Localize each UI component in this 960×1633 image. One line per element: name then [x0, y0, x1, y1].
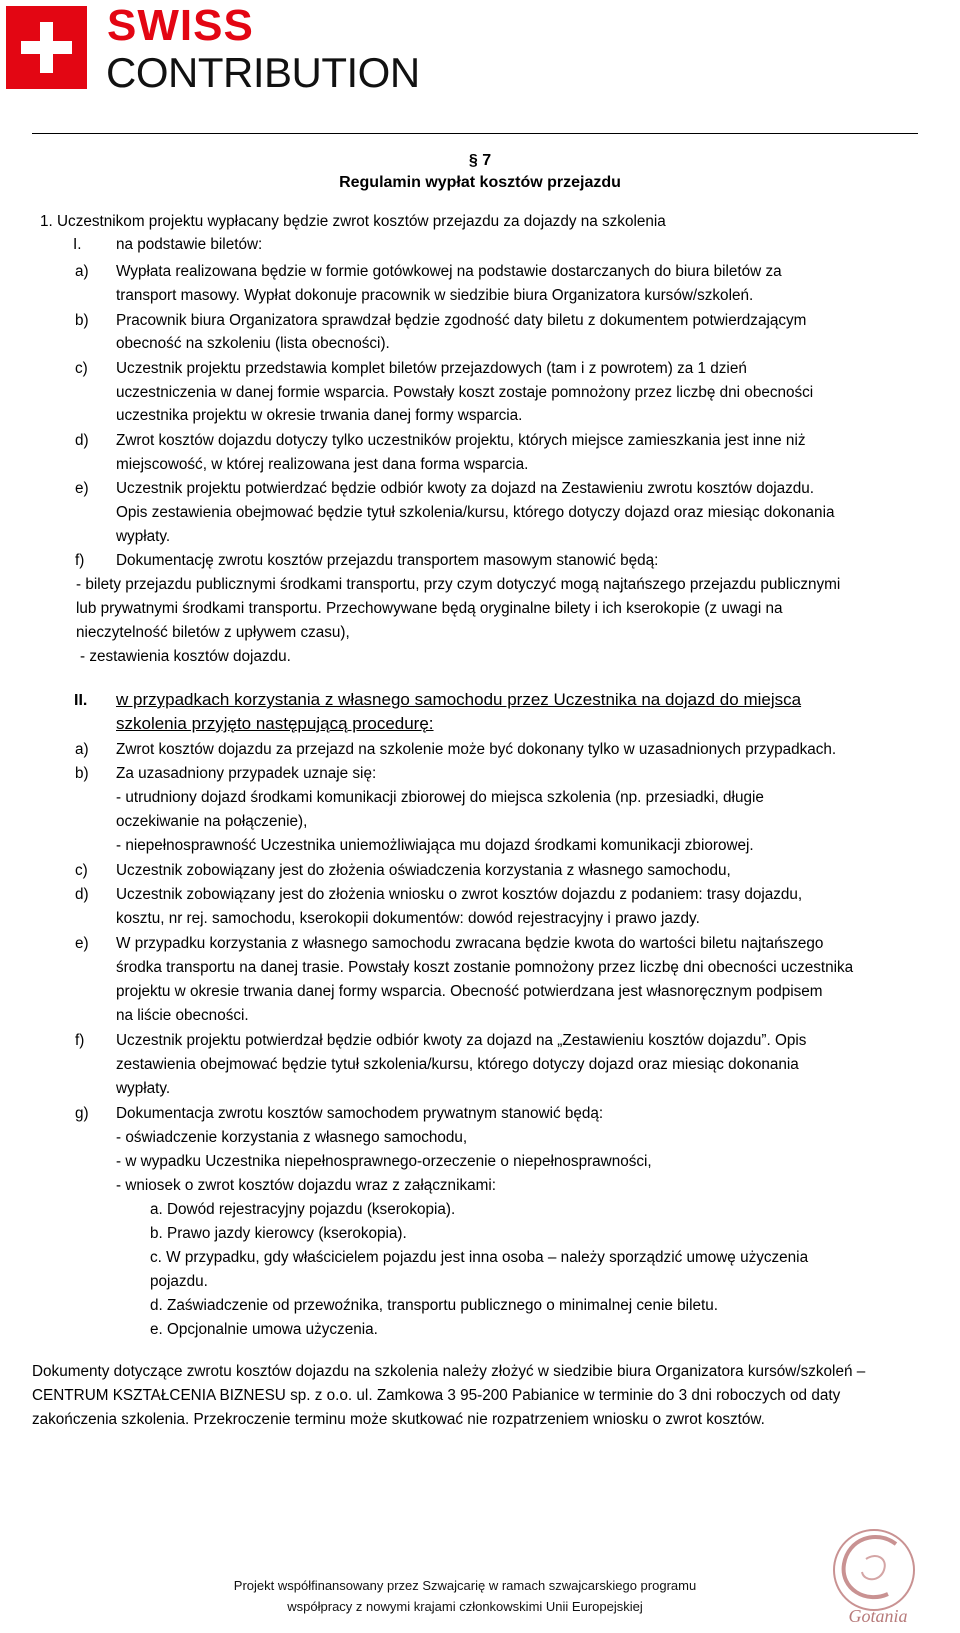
section-number: § 7	[468, 152, 492, 169]
item-label: e)	[75, 480, 89, 497]
item-label: b)	[75, 312, 89, 329]
logo-text-swiss: SWISS	[107, 1, 254, 50]
text-line: środka transportu na danej trasie. Powstały koszt zostanie pomnożony przez liczbę dni obecności uczestnika	[116, 959, 854, 976]
text-line: Zwrot kosztów dojazdu za przejazd na szkolenie może być dokonany tylko w uzasadnionych przypadkach.	[116, 741, 837, 758]
text-line: Uczestnik zobowiązany jest do złożenia wniosku o zwrot kosztów dojazdu z podaniem: trasy dojazdu,	[116, 886, 803, 903]
text-line: Uczestnik projektu potwierdzał będzie odbiór kwoty za dojazd na „Zestawieniu kosztów dojazdu”. Opis	[116, 1032, 807, 1049]
text-line: wypłaty.	[116, 1080, 171, 1097]
item-label: f)	[75, 552, 85, 569]
text-line: d. Zaświadczenie od przewoźnika, transportu publicznego o minimalnej cenie biletu.	[150, 1297, 718, 1314]
part-ii-title: w przypadkach korzystania z własnego samochodu przez Uczestnika na dojazd do miejsca	[116, 690, 802, 709]
text-line: Wypłata realizowana będzie w formie gotówkowej na podstawie dostarczanych do biura biletów za	[116, 263, 782, 280]
item-label: d)	[75, 432, 89, 449]
text-line: - wniosek o zwrot kosztów dojazdu wraz z załącznikami:	[116, 1177, 497, 1194]
text-line: a. Dowód rejestracyjny pojazdu (kserokopia).	[150, 1201, 456, 1218]
swiss-contribution-logo	[0, 0, 420, 100]
text-line: miejscowość, w której realizowana jest dana forma wsparcia.	[116, 456, 529, 473]
text-line: W przypadku korzystania z własnego samochodu zwracana będzie kwota do wartości biletu najtańszego	[116, 935, 824, 952]
gotania-logo	[826, 1524, 926, 1628]
text-line: Uczestnik projektu przedstawia komplet biletów przejazdowych (tam i z powrotem) za 1 dzień	[116, 360, 747, 377]
item-label: a)	[75, 741, 89, 758]
closing-text: CENTRUM KSZTAŁCENIA BIZNESU sp. z o.o. ul. Zamkowa 3 95-200 Pabianice w terminie do 3 dni roboczych od daty	[32, 1387, 841, 1404]
footer-line: współpracy z nowymi krajami członkowskimi Unii Europejskiej	[287, 1599, 643, 1614]
item-label: c)	[75, 862, 88, 879]
text-line: projektu w okresie trwania danej formy wsparcia. Obecność potwierdzana jest własnoręcznym podpisem	[116, 983, 823, 1000]
text-line: - w wypadku Uczestnika niepełnosprawnego-orzeczenie o niepełnosprawności,	[116, 1153, 652, 1170]
text-line: Za uzasadniony przypadek uznaje się:	[116, 765, 377, 782]
text-line: - bilety przejazdu publicznymi środkami transportu, przy czym dotyczyć mogą najtańszego przejazdu publicznymi	[76, 576, 841, 593]
text-line: - oświadczenie korzystania z własnego samochodu,	[116, 1129, 468, 1146]
text-line: - zestawienia kosztów dojazdu.	[80, 648, 291, 665]
paragraph-1: 1. Uczestnikom projektu wypłacany będzie zwrot kosztów przejazdu za dojazdy na szkolenia	[40, 213, 666, 230]
text-line: e. Opcjonalnie umowa użyczenia.	[150, 1321, 378, 1338]
swiss-flag-icon	[6, 6, 87, 89]
header-divider	[32, 133, 918, 134]
item-label: g)	[75, 1105, 89, 1122]
text-line: uczestniczenia w danej formie wsparcia. Powstały koszt zostaje pomnożony przez liczbę dni obecności	[116, 384, 814, 401]
text-line: uczestnika projektu w okresie trwania danej formy wsparcia.	[116, 407, 523, 424]
item-label: d)	[75, 886, 89, 903]
item-label: f)	[75, 1032, 85, 1049]
text-line: - utrudniony dojazd środkami komunikacji zbiorowej do miejsca szkolenia (np. przesiadki, długie	[116, 789, 764, 806]
text-line: na liście obecności.	[116, 1007, 249, 1024]
text-line: lub prywatnymi środkami transportu. Przechowywane będą oryginalne bilety i ich kserokopie (z uwagi na	[76, 600, 783, 617]
part-ii-title: szkolenia przyjęto następującą procedurę:	[116, 714, 434, 733]
text-line: wypłaty.	[116, 528, 171, 545]
text-line: transport masowy. Wypłat dokonuje pracownik w siedzibie biura Organizatora kursów/szkoleń.	[116, 287, 754, 304]
text-line: Uczestnik projektu potwierdzać będzie odbiór kwoty za dojazd na Zestawieniu zwrotu kosztów dojazdu.	[116, 480, 815, 497]
part-i-title: na podstawie biletów:	[116, 236, 263, 253]
text-line: Dokumentacja zwrotu kosztów samochodem prywatnym stanowić będą:	[116, 1105, 604, 1122]
part-i-number: I.	[73, 236, 82, 253]
text-line: Uczestnik zobowiązany jest do złożenia oświadczenia korzystania z własnego samochodu,	[116, 862, 731, 879]
stamp-text: Gotania	[848, 1606, 908, 1626]
footer-line: Projekt współfinansowany przez Szwajcarię w ramach szwajcarskiego programu	[233, 1578, 697, 1593]
text-line: oczekiwanie na połączenie),	[116, 813, 308, 830]
text-line: Pracownik biura Organizatora sprawdzał będzie zgodność daty biletu z dokumentem potwierdzającym	[116, 312, 807, 329]
text-line: pojazdu.	[150, 1273, 208, 1290]
item-label: b)	[75, 765, 89, 782]
text-line: kosztu, nr rej. samochodu, kserokopii dokumentów: dowód rejestracyjny i prawo jazdy.	[116, 910, 700, 927]
closing-text: zakończenia szkolenia. Przekroczenie terminu może skutkować nie rozpatrzeniem wniosku o zwrot kosztów.	[32, 1411, 765, 1428]
text-line: Opis zestawienia obejmować będzie tytuł szkolenia/kursu, którego dotyczy dojazd oraz miesiąc dokonania	[116, 504, 835, 521]
part-ii-number: II.	[74, 692, 88, 709]
logo-text-contribution: CONTRIBUTION	[106, 49, 420, 96]
text-line: obecność na szkoleniu (lista obecności).	[116, 335, 390, 352]
text-line: Dokumentację zwrotu kosztów przejazdu transportem masowym stanowić będą:	[116, 552, 659, 569]
text-line: nieczytelność biletów z upływem czasu),	[76, 624, 350, 641]
text-line: zestawienia obejmować będzie tytuł szkolenia/kursu, którego dotyczy dojazd oraz miesiąc dokonania	[116, 1056, 799, 1073]
text-line: b. Prawo jazdy kierowcy (kserokopia).	[150, 1225, 407, 1242]
text-line: - niepełnosprawność Uczestnika uniemożliwiająca mu dojazd środkami komunikacji zbiorowej.	[116, 837, 754, 854]
closing-text: Dokumenty dotyczące zwrotu kosztów dojazdu na szkolenia należy złożyć w siedzibie biura Organizatora kursów/szkoleń –	[32, 1363, 866, 1380]
item-label: a)	[75, 263, 89, 280]
item-label: c)	[75, 360, 88, 377]
item-label: e)	[75, 935, 89, 952]
text-line: c. W przypadku, gdy właścicielem pojazdu jest inna osoba – należy sporządzić umowę użyczenia	[150, 1249, 809, 1266]
text-line: Zwrot kosztów dojazdu dotyczy tylko uczestników projektu, których miejsce zamieszkania jest inne niż	[116, 432, 806, 449]
section-title: Regulamin wypłat kosztów przejazdu	[339, 174, 621, 191]
